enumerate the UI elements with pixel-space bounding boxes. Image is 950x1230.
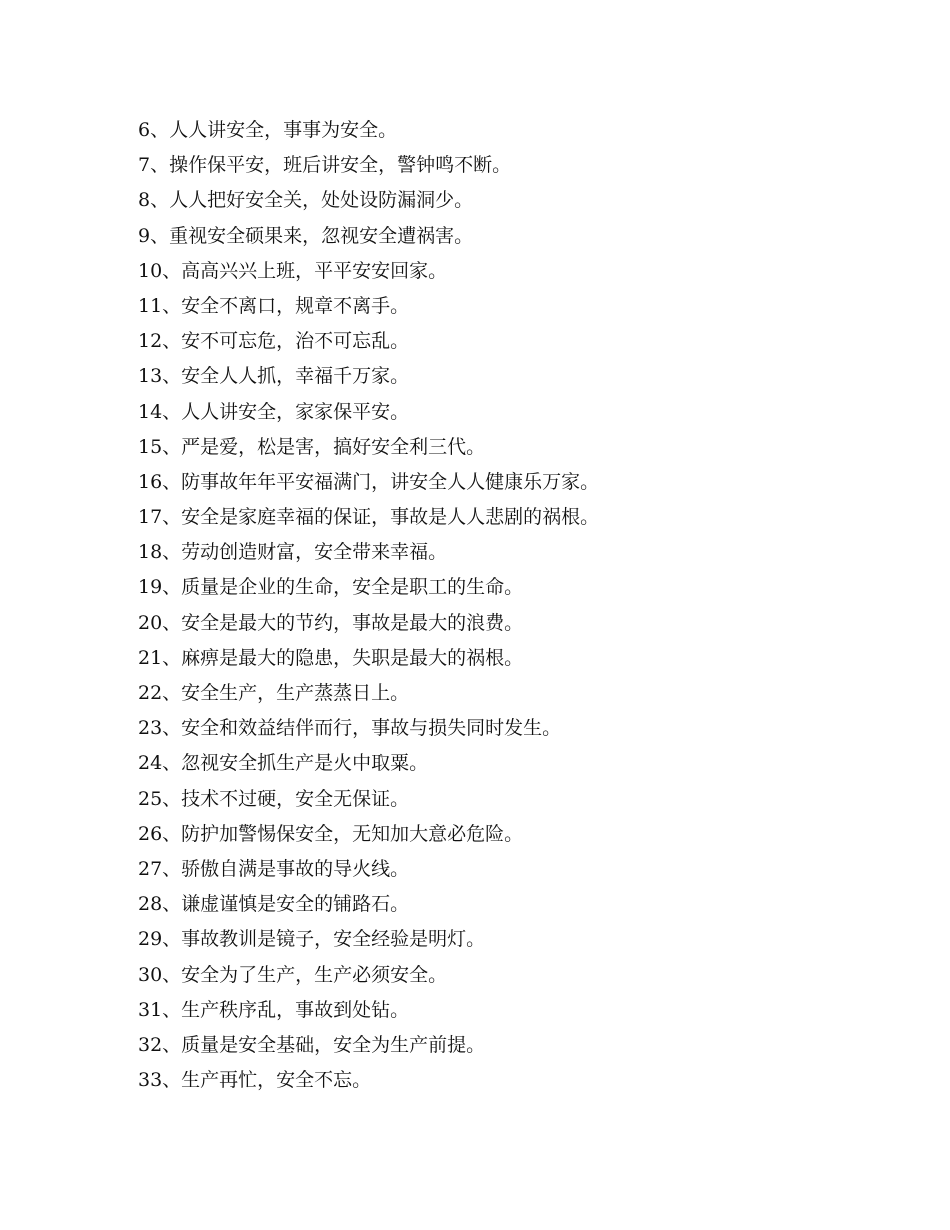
slogan-line: 10、高高兴兴上班，平平安安回家。 <box>138 259 448 282</box>
slogan-line: 7、操作保平安，班后讲安全，警钟鸣不断。 <box>138 154 512 177</box>
slogan-line: 11、安全不离口，规章不离手。 <box>138 294 410 317</box>
slogan-list <box>138 113 599 1098</box>
slogan-line: 29、事故教训是镜子，安全经验是明灯。 <box>138 928 486 951</box>
slogan-line: 28、谦虚谨慎是安全的铺路石。 <box>138 893 410 916</box>
slogan-line: 27、骄傲自满是事故的导火线。 <box>138 857 410 880</box>
slogan-line: 14、人人讲安全，家家保平安。 <box>138 400 410 423</box>
slogan-line: 16、防事故年年平安福满门，讲安全人人健康乐万家。 <box>138 470 600 493</box>
slogan-line: 30、安全为了生产，生产必须安全。 <box>138 963 448 986</box>
slogan-line: 32、质量是安全基础，安全为生产前提。 <box>138 1033 486 1056</box>
slogan-line: 21、麻痹是最大的隐患，失职是最大的祸根。 <box>138 646 524 669</box>
slogan-line: 18、劳动创造财富，安全带来幸福。 <box>138 541 448 564</box>
slogan-line: 19、质量是企业的生命，安全是职工的生命。 <box>138 576 524 599</box>
slogan-line: 25、技术不过硬，安全无保证。 <box>138 787 410 810</box>
slogan-line: 13、安全人人抓，幸福千万家。 <box>138 365 410 388</box>
slogan-line: 23、安全和效益结伴而行，事故与损失同时发生。 <box>138 717 562 740</box>
slogan-line: 15、严是爱，松是害，搞好安全利三代。 <box>138 435 486 458</box>
slogan-line: 22、安全生产，生产蒸蒸日上。 <box>138 682 410 704</box>
slogan-line: 20、安全是最大的节约，事故是最大的浪费。 <box>138 611 524 634</box>
slogan-line: 9、重视安全硕果来，忽视安全遭祸害。 <box>138 224 474 247</box>
slogan-line: 31、生产秩序乱，事故到处钻。 <box>138 998 410 1021</box>
slogan-line: 33、生产再忙，安全不忘。 <box>138 1069 372 1092</box>
slogan-line: 26、防护加警惕保安全，无知加大意必危险。 <box>138 822 524 845</box>
slogan-line: 12、安不可忘危，治不可忘乱。 <box>138 330 410 353</box>
slogan-line: 24、忽视安全抓生产是火中取粟。 <box>138 752 429 775</box>
slogan-line: 6、人人讲安全，事事为安全。 <box>138 119 398 141</box>
slogan-line: 17、安全是家庭幸福的保证，事故是人人悲剧的祸根。 <box>138 506 600 529</box>
slogan-line: 8、人人把好安全关，处处设防漏洞少。 <box>138 189 474 212</box>
